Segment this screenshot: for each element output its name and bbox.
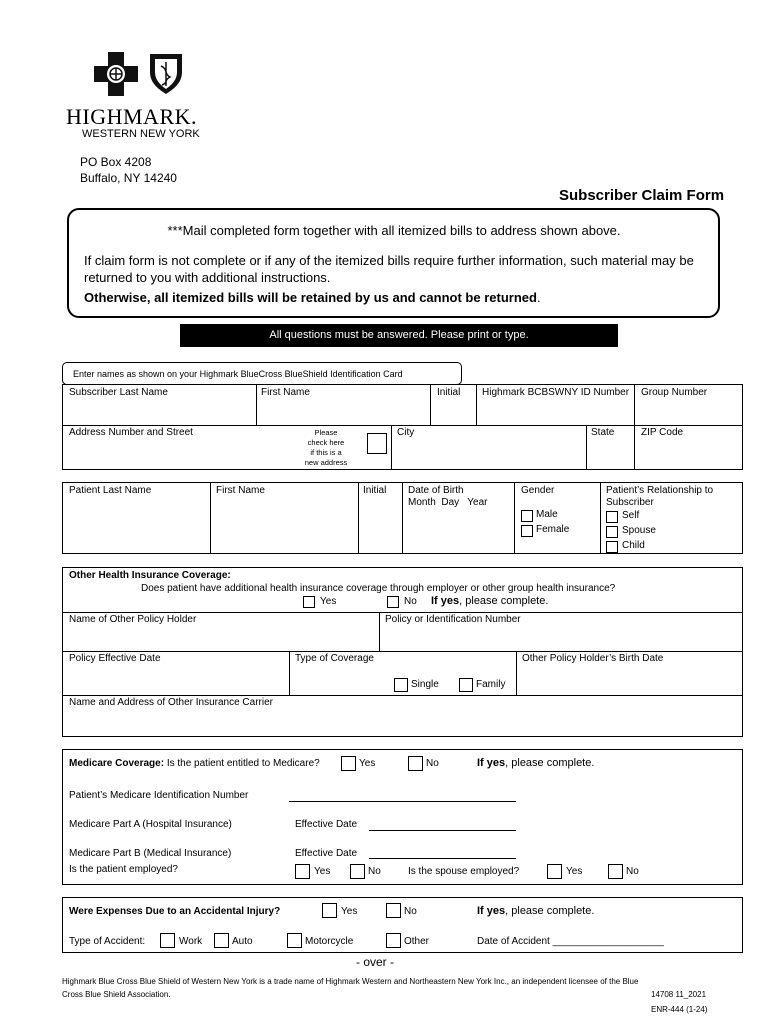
- accident-type-label: Type of Accident:: [69, 936, 146, 947]
- self-checkbox[interactable]: [606, 511, 618, 523]
- insurance-carrier-label: Name and Address of Other Insurance Carrier: [69, 697, 273, 708]
- notice-mail-instruction: ***Mail completed form together with all itemized bills to address shown above.: [167, 223, 621, 238]
- medicare-part-b-label: Medicare Part B (Medical Insurance): [69, 848, 232, 859]
- form-title: Subscriber Claim Form: [559, 187, 725, 204]
- relationship-label-2: Subscriber: [606, 497, 654, 508]
- accident-yes-checkbox[interactable]: [322, 903, 337, 918]
- other-accident-checkbox[interactable]: [386, 933, 401, 948]
- form-code: 14708 11_2021: [651, 990, 707, 999]
- patient-employed-no-label: No: [368, 866, 381, 877]
- blue-shield-icon: [146, 50, 186, 96]
- medicare-part-a-label: Medicare Part A (Hospital Insurance): [69, 819, 232, 830]
- spouse-employed-no-checkbox[interactable]: [608, 864, 623, 879]
- new-address-note: Please check here if this is a new address: [304, 428, 348, 467]
- motorcycle-checkbox[interactable]: [287, 933, 302, 948]
- patient-initial-label: Initial: [363, 485, 387, 496]
- spouse-employed-no-label: No: [626, 866, 639, 877]
- other-insurance-yes-checkbox[interactable]: [303, 596, 315, 608]
- accident-no-checkbox[interactable]: [386, 903, 401, 918]
- accident-date-label: Date of Accident ____________________: [477, 936, 664, 947]
- spouse-employed-yes-checkbox[interactable]: [547, 864, 562, 879]
- medicare-id-label: Patient’s Medicare Identification Number: [69, 790, 249, 801]
- address-street-label: Address Number and Street: [69, 427, 193, 438]
- patient-first-name-label: First Name: [216, 485, 265, 496]
- subscriber-last-name-label: Subscriber Last Name: [69, 387, 168, 398]
- medicare-id-line[interactable]: [289, 801, 516, 802]
- spouse-employed-yes-label: Yes: [566, 866, 583, 877]
- card-name-note: Enter names as shown on your Highmark BlueCross BlueShield Identification Card: [62, 362, 462, 385]
- accident-no-label: No: [404, 906, 417, 917]
- part-a-effective-date-line[interactable]: [369, 830, 516, 831]
- other-insurance-no-checkbox[interactable]: [387, 596, 399, 608]
- other-insurance-heading: Other Health Insurance Coverage:: [69, 570, 231, 581]
- subscriber-first-name-label: First Name: [261, 387, 310, 398]
- accident-yes-label: Yes: [341, 906, 358, 917]
- coverage-type-label: Type of Coverage: [295, 653, 374, 664]
- new-address-checkbox[interactable]: [367, 433, 387, 454]
- address-line-2: Buffalo, NY 14240: [80, 171, 177, 185]
- other-insurance-if-yes: If yes, please complete.: [431, 595, 549, 607]
- policy-number-label: Policy or Identification Number: [385, 614, 521, 625]
- medicare-yes-label: Yes: [359, 758, 376, 769]
- brand-region: WESTERN NEW YORK: [82, 128, 200, 140]
- single-checkbox[interactable]: [394, 678, 408, 692]
- family-label: Family: [476, 679, 506, 690]
- family-checkbox[interactable]: [459, 678, 473, 692]
- patient-employed-yes-checkbox[interactable]: [295, 864, 310, 879]
- state-label: State: [591, 427, 615, 438]
- city-label: City: [397, 427, 415, 438]
- patient-employed-no-checkbox[interactable]: [350, 864, 365, 879]
- patient-employed-yes-label: Yes: [314, 866, 331, 877]
- patient-employed-label: Is the patient employed?: [69, 864, 178, 875]
- motorcycle-label: Motorcycle: [305, 936, 354, 947]
- accident-if-yes: If yes, please complete.: [477, 905, 595, 917]
- male-checkbox[interactable]: [521, 510, 533, 522]
- other-insurance-question: Does patient have additional health insurance coverage through employer or other group health insurance?: [141, 583, 616, 594]
- other-insurance-no-label: No: [404, 596, 417, 607]
- female-label: Female: [536, 524, 570, 535]
- other-accident-label: Other: [404, 936, 430, 947]
- self-label: Self: [622, 510, 640, 521]
- policy-holder-label: Name of Other Policy Holder: [69, 614, 197, 625]
- zip-label: ZIP Code: [641, 427, 684, 438]
- footer-disclaimer-2: Cross Blue Shield Association.: [62, 990, 171, 999]
- female-checkbox[interactable]: [521, 525, 533, 537]
- subscriber-initial-label: Initial: [437, 387, 461, 398]
- dob-parts-label: Month Day Year: [408, 497, 488, 508]
- address-line-1: PO Box 4208: [80, 155, 152, 169]
- gender-label: Gender: [521, 485, 555, 496]
- auto-label: Auto: [232, 936, 253, 947]
- instructions-banner: All questions must be answered. Please print or type.: [180, 324, 618, 347]
- work-label: Work: [179, 936, 203, 947]
- footer-disclaimer-1: Highmark Blue Cross Blue Shield of Western New York is a trade name of Highmark Western and Northeastern New York Inc., an independent licensee of the Blue: [62, 977, 639, 986]
- part-b-effective-date-label: Effective Date: [295, 848, 358, 859]
- child-label: Child: [622, 540, 645, 551]
- medicare-question: Medicare Coverage: Is the patient entitled to Medicare?: [69, 758, 320, 769]
- dob-label: Date of Birth: [408, 485, 464, 496]
- medicare-no-label: No: [426, 758, 439, 769]
- medicare-yes-checkbox[interactable]: [341, 756, 356, 771]
- notice-incomplete: If claim form is not complete or if any of the itemized bills require further information, such material may be returned to you with additional instructions.: [84, 253, 694, 285]
- highmark-logo: [66, 48, 216, 143]
- notice-retained: Otherwise, all itemized bills will be retained by us and cannot be returned.: [84, 290, 541, 305]
- part-b-effective-date-line[interactable]: [369, 858, 516, 859]
- enr-code: ENR-444 (1-24): [651, 1005, 708, 1014]
- spouse-checkbox[interactable]: [606, 526, 618, 538]
- brand-name: HIGHMARK.: [66, 104, 197, 129]
- policy-effective-date-label: Policy Effective Date: [69, 653, 161, 664]
- subscriber-id-label: Highmark BCBSWNY ID Number: [482, 387, 630, 398]
- child-checkbox[interactable]: [606, 541, 618, 553]
- male-label: Male: [536, 509, 558, 520]
- other-insurance-yes-label: Yes: [320, 596, 337, 607]
- work-checkbox[interactable]: [160, 933, 175, 948]
- part-a-effective-date-label: Effective Date: [295, 819, 358, 830]
- over-indicator: - over -: [355, 955, 394, 969]
- auto-checkbox[interactable]: [214, 933, 229, 948]
- relationship-label-1: Patient’s Relationship to: [606, 485, 714, 496]
- accident-heading: Were Expenses Due to an Accidental Injury?: [69, 906, 281, 917]
- holder-birth-date-label: Other Policy Holder’s Birth Date: [522, 653, 664, 664]
- group-number-label: Group Number: [641, 387, 708, 398]
- medicare-no-checkbox[interactable]: [408, 756, 423, 771]
- patient-last-name-label: Patient Last Name: [69, 485, 152, 496]
- medicare-if-yes: If yes, please complete.: [477, 757, 595, 769]
- spouse-employed-label: Is the spouse employed?: [408, 866, 520, 877]
- spouse-label: Spouse: [622, 525, 656, 536]
- single-label: Single: [411, 679, 439, 690]
- blue-cross-icon: [92, 50, 140, 98]
